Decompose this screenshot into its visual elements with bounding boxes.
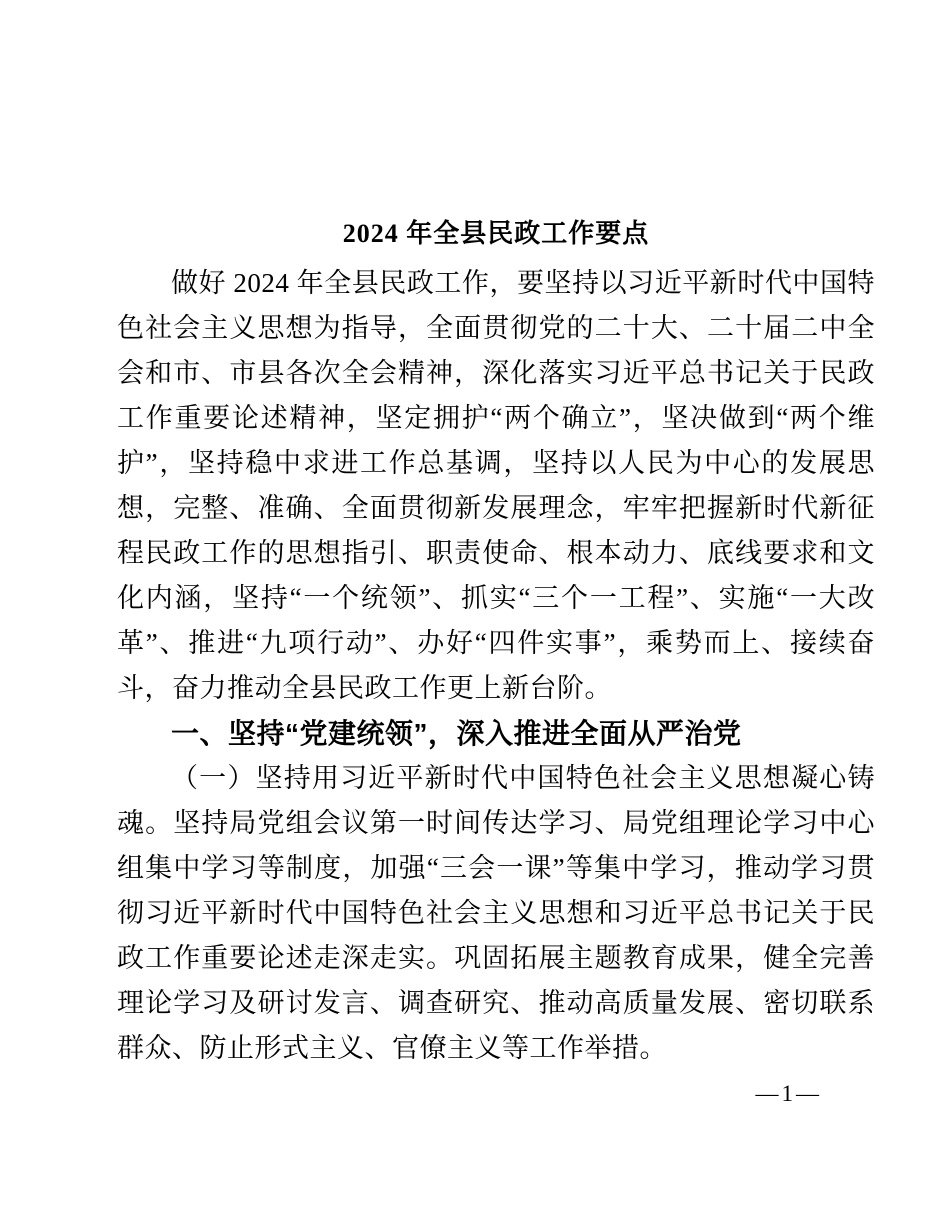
section-1-paragraph-1: （一）坚持用习近平新时代中国特色社会主义思想凝心铸魂。坚持局党组会议第一时间传达学习、局党组理论学习中心组集中学习等制度，加强“三会一课”等集中学习，推动学习贯彻习近平新时代中国特色社会主义思想和习近平总书记关于民政工作重要论述走深走实。巩固拓展主题教育成果，健全完善理论学习及研讨发言、调查研究、推动高质量发展、密切联系群众、防止形式主义、官僚主义等工作举措。 [117, 763, 875, 1063]
page-number: —1— [755, 1081, 822, 1106]
document-content [117, 211, 875, 1071]
section-1-heading: 一、坚持“党建统领”，深入推进全面从严治党 [171, 718, 742, 749]
intro-paragraph: 做好 2024 年全县民政工作，要坚持以习近平新时代中国特色社会主义思想为指导，全面贯彻党的二十大、二十届二中全会和市、市县各次全会精神，深化落实习近平总书记关于民政工作重要论述精神，坚定拥护“两个确立”，坚决做到“两个维护”，坚持稳中求进工作总基调，坚持以人民为中心的发展思想，完整、准确、全面贯彻新发展理念，牢牢把握新时代新征程民政工作的思想指引、职责使命、根本动力、底线要求和文化内涵，坚持“一个统领”、抓实“三个一工程”、实施“一大改革”、推进“九项行动”、办好“四件实事”，乘势而上、接续奋斗，奋力推动全县民政工作更上新台阶。 [117, 268, 875, 703]
document-title: 2024 年全县民政工作要点 [342, 219, 650, 248]
